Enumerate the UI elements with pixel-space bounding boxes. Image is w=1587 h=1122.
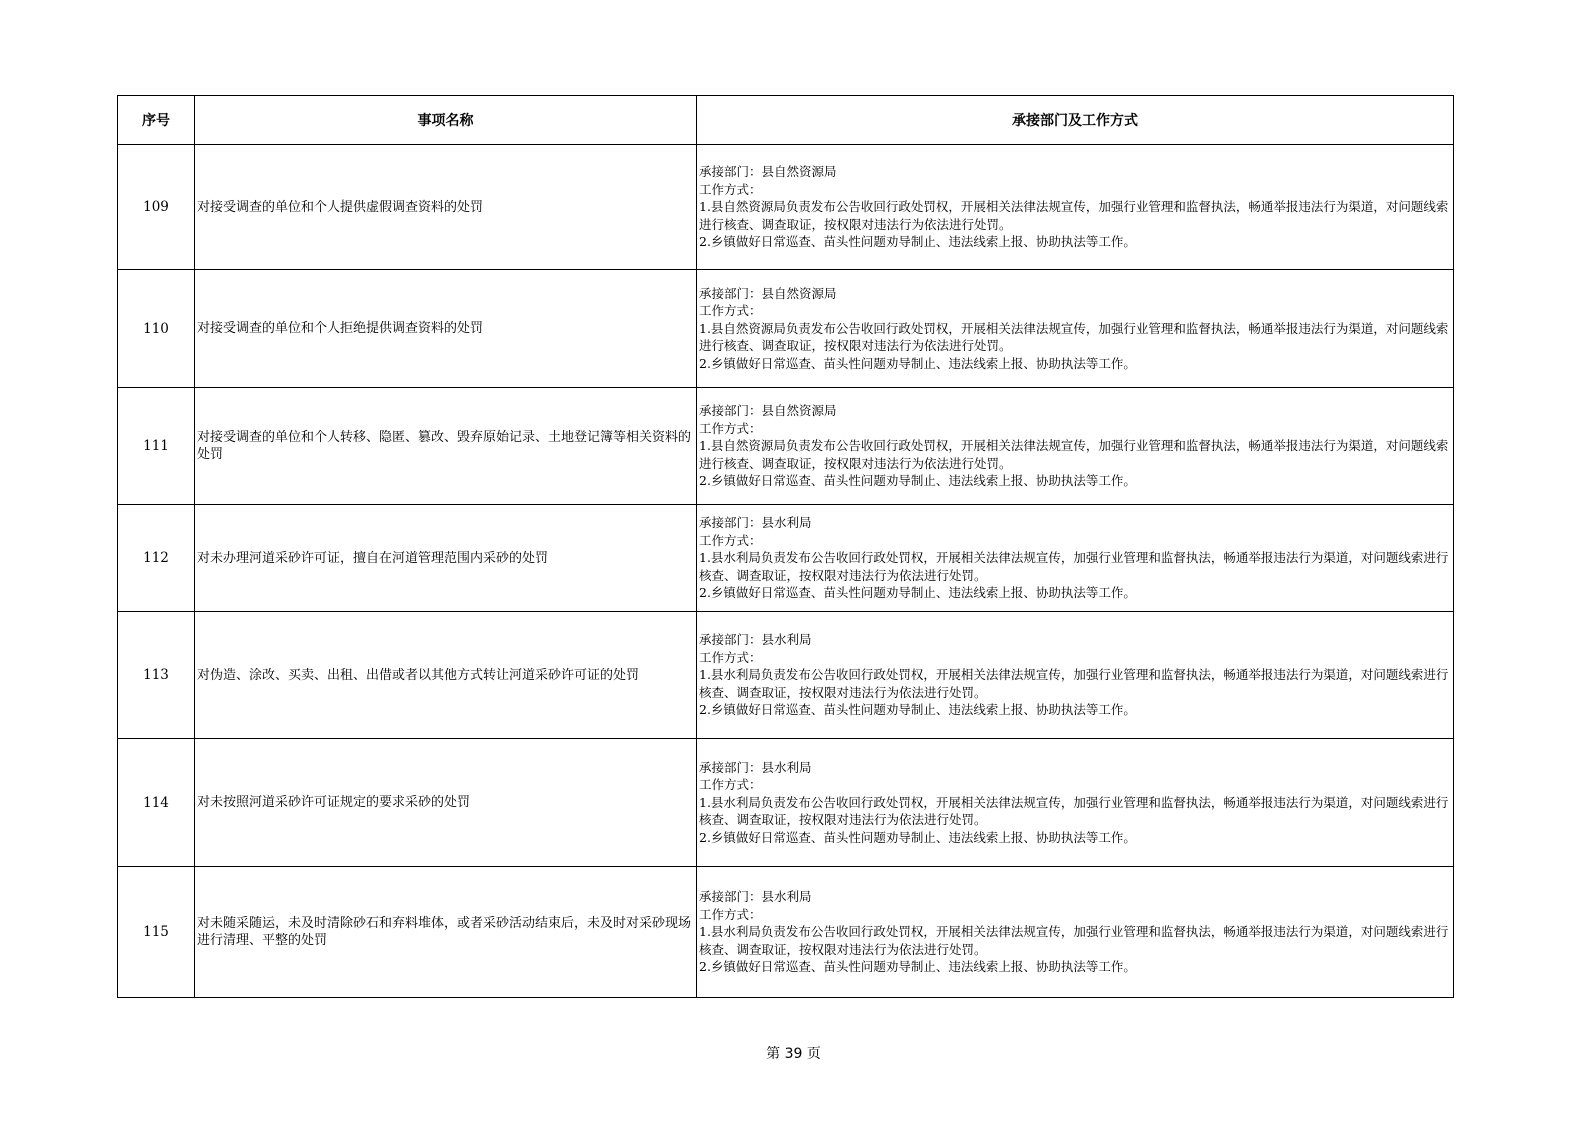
work-method-label: 工作方式：: [699, 777, 762, 793]
row-item-name: 对接受调查的单位和个人拒绝提供调查资料的处罚: [195, 270, 697, 388]
row-serial-number: 115: [118, 867, 195, 998]
department-line: 承接部门：县水利局: [699, 515, 812, 531]
row-serial-number: 111: [118, 388, 195, 505]
work-method-item-2: 2.乡镇做好日常巡查、苗头性问题劝导制止、违法线索上报、协助执法等工作。: [699, 829, 1136, 845]
row-department-method: [697, 612, 1454, 739]
row-department-method: [697, 388, 1454, 505]
department-line: 承接部门：县水利局: [699, 759, 812, 775]
page-number: 第 39 页: [766, 1046, 821, 1062]
work-method-item-1: 1.县水利局负责发布公告收回行政处罚权，开展相关法律法规宣传，加强行业管理和监督执法，畅通举报违法行为渠道，对问题线索进行核查、调查取证，按权限对违法行为依法进行处罚。: [699, 794, 1449, 828]
row-serial-number: 114: [118, 739, 195, 867]
work-method-item-1: 1.县自然资源局负责发布公告收回行政处罚权，开展相关法律法规宣传，加强行业管理和监督执法，畅通举报违法行为渠道，对问题线索进行核查、调查取证，按权限对违法行为依法进行处罚。: [699, 199, 1449, 232]
row-department-method: [697, 739, 1454, 867]
table-row: [118, 388, 1454, 505]
department-line: 承接部门：县水利局: [699, 889, 812, 905]
work-method-item-1: 1.县水利局负责发布公告收回行政处罚权，开展相关法律法规宣传，加强行业管理和监督执法，畅通举报违法行为渠道，对问题线索进行核查、调查取证，按权限对违法行为依法进行处罚。: [699, 550, 1449, 583]
department-line: 承接部门：县自然资源局: [699, 285, 837, 301]
row-department-method: [697, 505, 1454, 612]
row-item-name: 对接受调查的单位和个人提供虚假调查资料的处罚: [195, 145, 697, 270]
work-method-item-2: 2.乡镇做好日常巡查、苗头性问题劝导制止、违法线索上报、协助执法等工作。: [699, 585, 1136, 601]
row-department-method: [697, 270, 1454, 388]
work-method-item-1: 1.县水利局负责发布公告收回行政处罚权，开展相关法律法规宣传，加强行业管理和监督执法，畅通举报违法行为渠道，对问题线索进行核查、调查取证，按权限对违法行为依法进行处罚。: [699, 667, 1449, 700]
header-serial-number: 序号: [118, 96, 195, 145]
table-row: [118, 145, 1454, 270]
row-item-name: 对未按照河道采砂许可证规定的要求采砂的处罚: [195, 739, 697, 867]
table-row: [118, 739, 1454, 867]
row-department-method: [697, 145, 1454, 270]
department-line: 承接部门：县自然资源局: [699, 164, 837, 180]
work-method-item-1: 1.县水利局负责发布公告收回行政处罚权，开展相关法律法规宣传，加强行业管理和监督执法，畅通举报违法行为渠道，对问题线索进行核查、调查取证，按权限对违法行为依法进行处罚。: [699, 924, 1449, 957]
work-method-label: 工作方式：: [699, 532, 762, 548]
row-serial-number: 113: [118, 612, 195, 739]
row-serial-number: 110: [118, 270, 195, 388]
row-item-name: 对未办理河道采砂许可证，擅自在河道管理范围内采砂的处罚: [195, 505, 697, 612]
table-row: [118, 612, 1454, 739]
work-method-item-2: 2.乡镇做好日常巡查、苗头性问题劝导制止、违法线索上报、协助执法等工作。: [699, 473, 1136, 489]
department-line: 承接部门：县自然资源局: [699, 403, 837, 419]
row-serial-number: 112: [118, 505, 195, 612]
row-department-method: [697, 867, 1454, 998]
work-method-label: 工作方式：: [699, 181, 762, 197]
row-item-name: 对伪造、涂改、买卖、出租、出借或者以其他方式转让河道采砂许可证的处罚: [195, 612, 697, 739]
work-method-label: 工作方式：: [699, 906, 762, 922]
work-method-item-2: 2.乡镇做好日常巡查、苗头性问题劝导制止、违法线索上报、协助执法等工作。: [699, 959, 1136, 975]
work-method-item-2: 2.乡镇做好日常巡查、苗头性问题劝导制止、违法线索上报、协助执法等工作。: [699, 234, 1136, 250]
header-department-method: 承接部门及工作方式: [697, 96, 1454, 145]
work-method-item-1: 1.县自然资源局负责发布公告收回行政处罚权，开展相关法律法规宣传，加强行业管理和监督执法，畅通举报违法行为渠道，对问题线索进行核查、调查取证，按权限对违法行为依法进行处罚。: [699, 438, 1449, 471]
work-method-item-2: 2.乡镇做好日常巡查、苗头性问题劝导制止、违法线索上报、协助执法等工作。: [699, 702, 1136, 718]
department-line: 承接部门：县水利局: [699, 632, 812, 648]
work-method-label: 工作方式：: [699, 303, 762, 319]
table-row: [118, 270, 1454, 388]
table-header-row: [118, 96, 1454, 145]
row-item-name: 对接受调查的单位和个人转移、隐匿、篡改、毁弃原始记录、土地登记簿等相关资料的处罚: [195, 388, 697, 505]
work-method-item-2: 2.乡镇做好日常巡查、苗头性问题劝导制止、违法线索上报、协助执法等工作。: [699, 355, 1136, 371]
table-row: [118, 867, 1454, 998]
work-method-item-1: 1.县自然资源局负责发布公告收回行政处罚权，开展相关法律法规宣传，加强行业管理和监督执法，畅通举报违法行为渠道，对问题线索进行核查、调查取证，按权限对违法行为依法进行处罚。: [699, 320, 1449, 354]
table-row: [118, 505, 1454, 612]
work-method-label: 工作方式：: [699, 420, 762, 436]
matters-table: [117, 95, 1454, 998]
header-item-name: 事项名称: [195, 96, 697, 145]
row-serial-number: 109: [118, 145, 195, 270]
row-item-name: 对未随采随运，未及时清除砂石和弃料堆体，或者采砂活动结束后，未及时对采砂现场进行清理、平整的处罚: [195, 867, 697, 998]
work-method-label: 工作方式：: [699, 649, 762, 665]
